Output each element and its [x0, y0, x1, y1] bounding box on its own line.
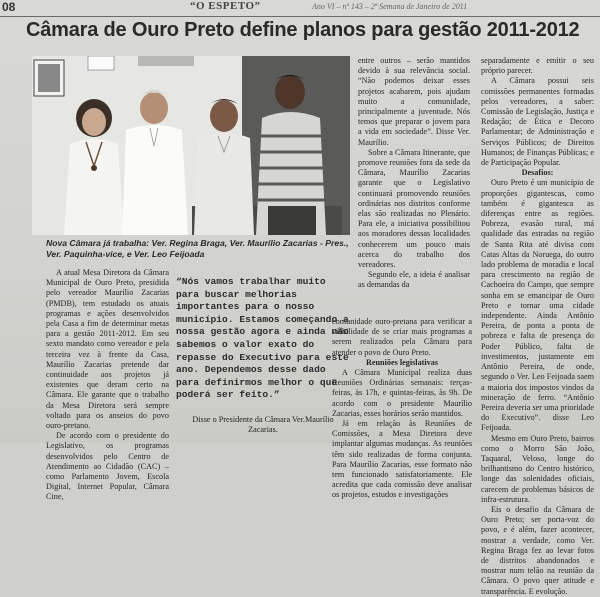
paragraph: De acordo com o presidente do Legislativo, os programas desenvolvidos pelo Centro de Atendimento ao Cidadão (CAC) – como Parlamento Jovem, Escola Digital, Internet Popular, Câmara Cine, [46, 431, 169, 502]
photo-illustration [32, 56, 350, 235]
photo-caption: Nova Câmara já trabalha: Ver. Regina Braga, Ver. Maurílio Zacarias - Pres., Ver. Paquinha-vice, e Ver. Leo Feijoada [46, 238, 349, 259]
article-headline: Câmara de Ouro Preto define planos para gestão 2011-2012 [26, 19, 580, 41]
paragraph: A Câmara possui seis comissões permanentes formadas pelos vereadores, a saber: Comissão de Legislação, Justiça e Redação; de Ética e Decoro Parlamentar; de Administração e Serviços Públicos; de Direitos Humanos; de Finanças Públicas; e de Participação Popular. [481, 76, 594, 168]
article-photo [32, 56, 350, 235]
paragraph: Segundo ele, a ideia é analisar as demandas da [358, 270, 470, 290]
pull-quote: “Nós vamos trabalhar muito para buscar melhorias importantes para o nosso município. Estamos começando a nossa gestão agora e ainda não sabemos o valor exato do repasse do Executivo para este ano. Dependemos desse dado para definirmos melhor o que poderá ser feito.” [176, 276, 349, 401]
body-column-1 [46, 268, 169, 503]
paragraph: separadamente e emitir o seu próprio parecer. [481, 56, 594, 76]
issue-info: Ano VI – nº 143 – 2ª Semana de Janeiro de 2011 [312, 2, 468, 11]
subheading-desafios: Desafios: [521, 168, 554, 178]
subheading-reunioes: Reuniões legislativas [365, 357, 439, 367]
paragraph: Eis o desafio da Câmara de Ouro Preto; ser porta-voz do povo, e é além, fazer acontecer, mostrar a verdade, como Ver. Regina Braga fez ao levar fotos de distritos abandonados e mostrar num telão na reunião da Câmara. O povo quer atitude e transparência. E evolução. [481, 504, 594, 596]
paragraph: entre outros – serão mantidos devido à sua relevância social. “Não podemos deixar esses projetos acabarem, pois ajudam muito a comunidade, principalmente a juventude. Nós temos que preparar o jovem para a vida em sociedade”. Disse Ver. Maurílio. [358, 56, 470, 147]
page-header [0, 0, 600, 17]
body-column-2 [358, 56, 470, 291]
page-number: 08 [2, 0, 16, 14]
paragraph: A Câmara Municipal realiza duas Reuniões Ordinárias semanais: terças-feiras, às 17h, e quintas-feiras, às 9h. De acordo com o presidente Maurílio Zacarias, esses horários serão mantidos. [332, 368, 472, 418]
body-column-2-lower [332, 317, 472, 501]
paragraph: comunidade ouro-pretana para verificar a viabilidade de se criar mais programas a serem realizados pela Câmara para atender o povo de Ouro Preto. [332, 317, 472, 357]
quote-attribution: Disse o Presidente da Câmara Ver.Maurílio Zacarias. [192, 415, 334, 435]
paragraph: A atual Mesa Diretora da Câmara Municipal de Ouro Preto, presidida pelo vereador Maurílio Zacarias (PMDB), tem estudado os atuais programas e ações desenvolvidos pela Casa a fim de determinar metas para a gestão 2011-2012. Em seu sexto mandato como vereador e pela terceira vez à frente da Casa, Maurílio Zacarias pretende dar continuidade aos projetos já existentes que deram certo na Câmara. Ele garante que o trabalho da Mesa Diretora será sempre voltado para os anseios do povo ouro-pretano. [46, 268, 169, 431]
paragraph: Já em relação às Reuniões de Comissões, a Mesa Diretora deve implantar algumas mudanças. As reuniões têm sido realizadas de forma conjunta. Para Maurílio Zacarias, esse formato não tem funcionado satisfatoriamente. Ele acredita que cada comissão deve analisar os projetos, estudos e investigações [332, 419, 472, 500]
newspaper-name: “O ESPETO” [190, 0, 261, 12]
paragraph: Ouro Preto é um município de proporções gigantescas, como também é gigantesca as diferenças entre as regiões. Pobreza, evasão rural, má qualidade das estradas na região de Santa Rita até divisa com Catas Altas da Noruega, do outro lado problema de moradia e local para crescimento na região de Cachoeira do Campo, que sempre sonha em se emancipar de Ouro Preto e tornar uma cidade independente. Ainda Antônio Pereira, de ponta a ponta de pobreza e falta de presença do Poder Público, falta de investimentos, justamente em Antônio Pereira, de onde, segundo o Ver. Leo Feijoada saem a maioria dos impostos vindos da mineração de ferro. “Antônio Pereira deveria ser uma prioridade do Executivo”. disse Leo Feijoada. [481, 178, 594, 433]
paragraph: Sobre a Câmara Itinerante, que promove reuniões fora da sede da Câmara, Maurílio Zacarias garante que o Legislativo continuará promovendo reuniões ordinárias nos distritos conforme elas são realizadas no Plenário. Para ele, a iniciativa possibilitou aos moradores dessas localidades conhecerem um pouco mais acerca do trabalho dos vereadores. [358, 147, 470, 270]
body-column-3 [481, 56, 594, 597]
paragraph: Mesmo em Ouro Preto, bairros como o Morro São João, Taquaral, Veloso, longe do brilhantismo do Centro histórico, longe das solenidades oficiais, carecem de problemas básicos de infra-estrutura. [481, 433, 594, 504]
